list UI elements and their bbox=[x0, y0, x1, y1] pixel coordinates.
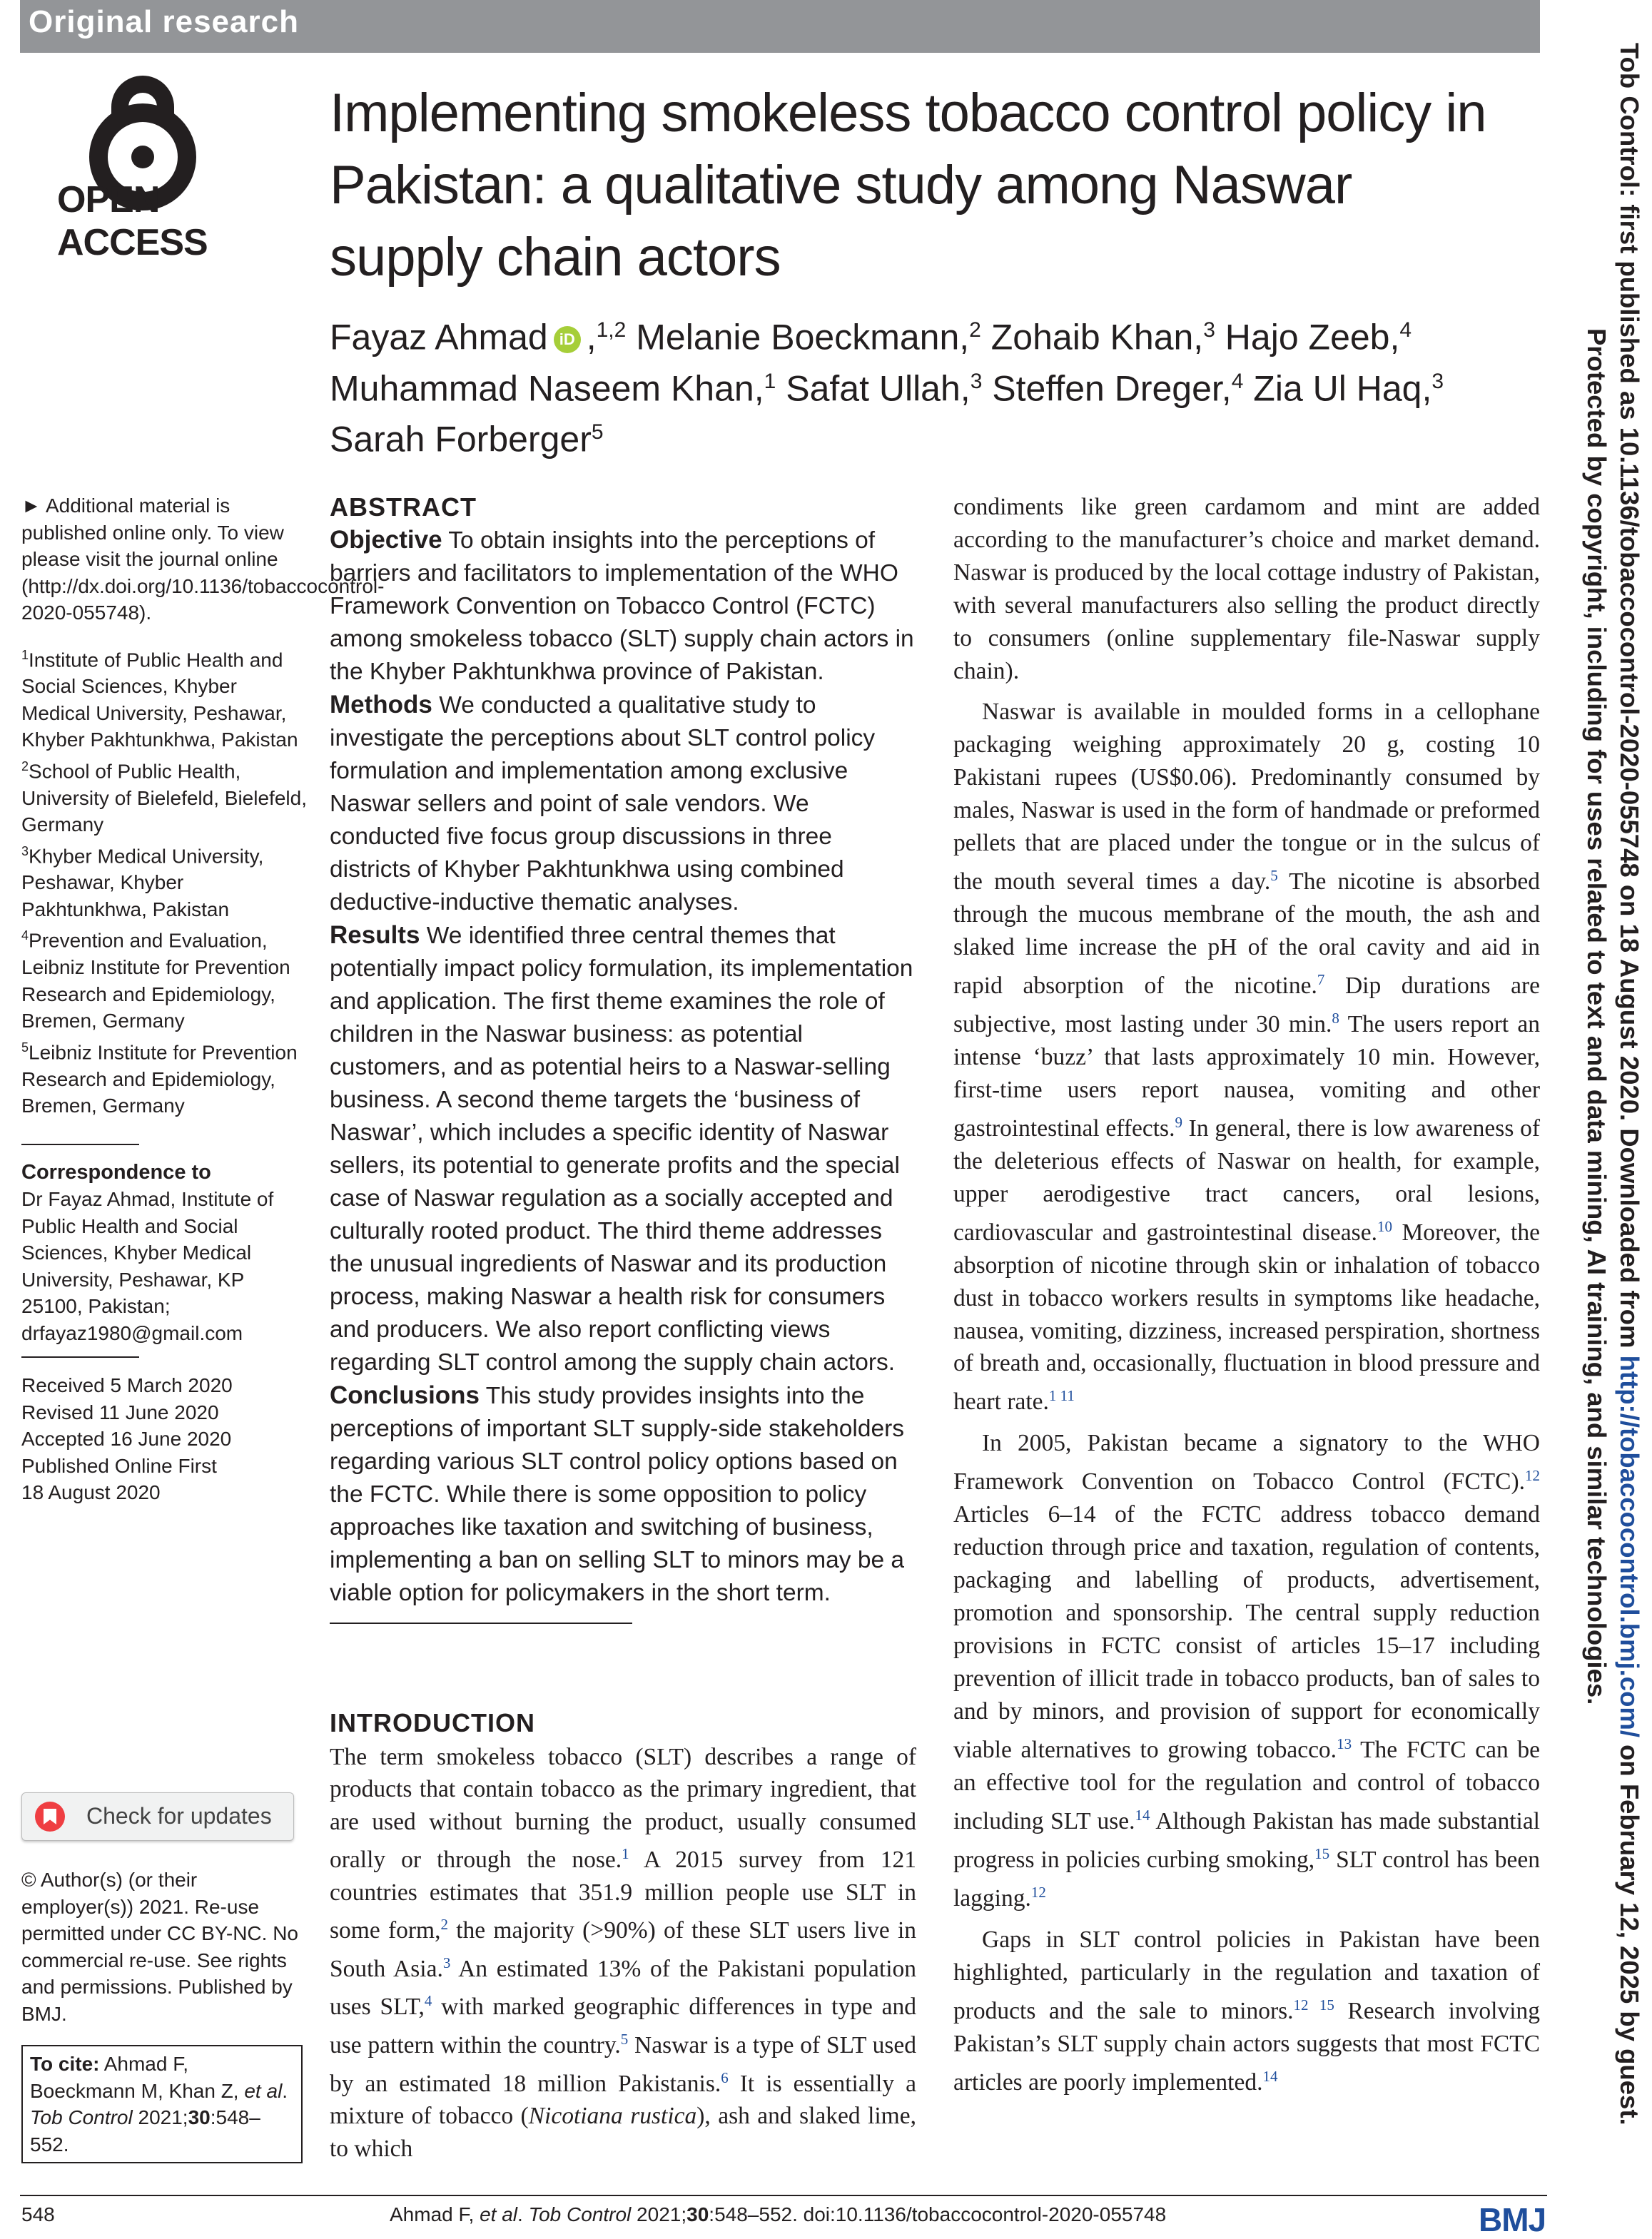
author-name: Steffen Dreger, bbox=[992, 368, 1232, 409]
affiliation: $^3$Khyber Medical University, Peshawar, Khyber Pakhtunkhwa, Pakistan bbox=[21, 843, 264, 920]
reference-link[interactable]: 1 bbox=[622, 1845, 629, 1862]
author-affil: 1 bbox=[764, 369, 776, 393]
author-affil: 4 bbox=[1231, 369, 1244, 393]
download-notice-line2: Protected by copyright, including for uses related to text and data mining, AI training, and similar technologies. bbox=[1582, 328, 1611, 1705]
abstract-objective: Objective To obtain insights into the perceptions of barriers and facilitators to implementation of the WHO Framework Convention on Tobacco Control (FCTC) among smokeless tobacco (SLT) supply chain actors in the Khyber Pakhtunkhwa province of Pakistan. bbox=[330, 526, 914, 685]
reference-link[interactable]: 8 bbox=[1332, 1009, 1339, 1027]
body-paragraph: condiments like green cardamom and mint are added according to the manufacturer’s choice and market demand. Naswar is produced by the local cottage industry of Pakistan, with several manufacturers also selling the product directly to consumers (online supplementary file-Naswar supply chain). bbox=[953, 494, 1540, 684]
revised-date: Revised 11 June 2020 bbox=[21, 1401, 219, 1423]
reference-link[interactable]: 12 15 bbox=[1293, 1996, 1334, 2014]
reference-link[interactable]: 12 bbox=[1525, 1467, 1540, 1485]
cite-label: To cite: bbox=[30, 2053, 100, 2075]
bookmark-icon bbox=[35, 1802, 65, 1832]
author-list: Fayaz Ahmad iD ,$^{1,2}$ Melanie Boeckmann,$^2$ Zohaib Khan,$^3$ Hajo Zeeb,$^4$ Muhammad Naseem Khan,$^1$ Safat Ullah,$^3$ Steffen Dreger,$^4$ Zia Ul Haq,$^3$ Sarah Forberger$^5$ bbox=[330, 317, 1444, 460]
reference-link[interactable]: 12 bbox=[1030, 1883, 1046, 1901]
author-affil: 4 bbox=[1399, 318, 1412, 342]
affiliation: $^5$Leibniz Institute for Prevention Research and Epidemiology, Bremen, Germany bbox=[21, 1040, 298, 1117]
footer-divider bbox=[20, 2195, 1547, 2196]
affiliation: $^1$Institute of Public Health and Social Sciences, Khyber Medical University, Peshawar, Khyber Pakhtunkhwa, Pakistan bbox=[21, 647, 298, 751]
author-affil: 3 bbox=[1203, 318, 1215, 342]
body-paragraph: Gaps in SLT control policies in Pakistan have been highlighted, particularly in the regulation and taxation of products and the sale to minors.$^{12 15}$ Research involving Pakistan’s SLT supply chain actors suggests that most FCTC articles are poorly implemented.$^{14}$ bbox=[953, 1926, 1540, 2096]
check-for-updates-label: Check for updates bbox=[86, 1803, 272, 1829]
abstract bbox=[330, 491, 915, 1610]
abstract-divider bbox=[330, 1623, 632, 1624]
reference-link[interactable]: 1 11 bbox=[1048, 1387, 1075, 1405]
author-name: Zohaib Khan, bbox=[990, 317, 1204, 357]
reference-link[interactable]: 7 bbox=[1317, 970, 1325, 988]
check-for-updates-button[interactable] bbox=[21, 1792, 294, 1841]
footer-citation: Ahmad F, et al. Tob Control 2021;30:548–552. doi:10.1136/tobaccocontrol-2020-055748 bbox=[390, 2203, 1167, 2225]
reference-link[interactable]: 10 bbox=[1377, 1217, 1392, 1235]
author-name: Muhammad Naseem Khan, bbox=[330, 368, 764, 409]
reference-link[interactable]: 13 bbox=[1337, 1735, 1352, 1752]
author-name: Safat Ullah, bbox=[786, 368, 971, 409]
abstract-conclusions: Conclusions This study provides insights into the perceptions of important SLT supply-side stakeholders regarding various SLT control policy options based on the FCTC. While there is some opposition to policy approaches like taxation and switching of business, implementing a ban on selling SLT to minors may be a viable option for policymakers in the short term. bbox=[330, 1381, 905, 1606]
reference-link[interactable]: 3 bbox=[442, 1954, 451, 1971]
author-affil: 2 bbox=[969, 318, 981, 342]
reference-link[interactable]: 14 bbox=[1262, 2067, 1278, 2085]
body-paragraph: In 2005, Pakistan became a signatory to the WHO Framework Convention on Tobacco Control (FCTC).$^{12}$ Articles 6–14 of the FCTC address tobacco demand reduction through price and taxation, regulation of contents, packaging and labelling of products, advertisement, promotion and sponsorship. The central supply reduction provisions in FCTC consist of articles 15–17 including prevention of illicit trade in tobacco products, ban of sales to and by minors, and provision of support for economically viable alternatives to growing tobacco.$^{13}$ The FCTC can be an effective tool for the regulation and control of tobacco including SLT use.$^{14}$ Although Pakistan has made substantial progress in policies curbing smoking,$^{15}$ SLT control has been lagging.$^{12}$ bbox=[953, 1430, 1540, 1911]
section-label-bar bbox=[20, 0, 1540, 53]
author-name: Zia Ul Haq, bbox=[1253, 368, 1432, 409]
reference-link[interactable]: 15 bbox=[1314, 1844, 1330, 1862]
received-date: Received 5 March 2020 bbox=[21, 1374, 233, 1397]
introduction-heading: INTRODUCTION bbox=[330, 1708, 535, 1737]
citation-box: To cite: Ahmad F, Boeckmann M, Khan Z, et al. Tob Control 2021;30:548–552. bbox=[21, 2045, 303, 2163]
published-date: 18 August 2020 bbox=[21, 1481, 161, 1504]
reference-link[interactable]: 5 bbox=[1270, 866, 1278, 884]
additional-material-note[interactable]: ► Additional material is published online only. To view please visit the journal online (http://dx.doi.org/10.1136/tobaccocontrol-2020-055748). bbox=[21, 494, 385, 624]
affiliation: $^2$School of Public Health, University of Bielefeld, Bielefeld, Germany bbox=[21, 758, 307, 836]
open-access-label: OPEN ACCESS bbox=[57, 179, 208, 263]
sidebar bbox=[21, 492, 385, 1506]
bmj-logo: BMJ bbox=[1479, 2201, 1546, 2238]
author-name: Hajo Zeeb, bbox=[1225, 317, 1400, 357]
author-affil: 1,2 bbox=[596, 318, 627, 342]
download-notice-line1: Tob Control: first published as 10.1136/tobaccocontrol-2020-055748 on 18 August 2020. Downloaded from http://tobaccocontrol.bmj.com/ on February 12, 2025 by guest. bbox=[1615, 43, 1644, 2126]
author-name: Sarah Forberger bbox=[330, 419, 592, 460]
author-affil: 3 bbox=[1431, 369, 1444, 393]
orcid-icon[interactable]: iD bbox=[554, 326, 581, 353]
right-column bbox=[953, 491, 1540, 2099]
section-label: Original research bbox=[29, 4, 299, 39]
divider bbox=[21, 1144, 139, 1145]
reference-link[interactable]: 2 bbox=[440, 1916, 448, 1934]
author-affil: 3 bbox=[970, 369, 983, 393]
introduction-paragraph: The term smokeless tobacco (SLT) describes a range of products that contain tobacco as the primary ingredient, that are used without burning the product, usually consumed orally or through the nose.$^1$ A 2015 survey from 121 countries estimates that 351.9 million people use SLT in some form,$^2$ the majority (>90%) of these SLT users live in South Asia.$^3$ An estimated 13% of the Pakistani population uses SLT,$^4$ with marked geographic differences in type and use pattern within the country.$^5$ Naswar is a type of SLT used by an estimated 18 million Pakistanis.$^6$ It is essentially a mixture of tobacco (Nicotiana rustica), ash and slaked lime, to which bbox=[330, 1743, 917, 2162]
copyright-notice: © Author(s) (or their employer(s)) 2021. Re-use permitted under CC BY-NC. No commercial re-use. See rights and permissions. Published by BMJ. bbox=[21, 1869, 299, 2025]
correspondence-heading: Correspondence to bbox=[21, 1160, 211, 1184]
abstract-heading: ABSTRACT bbox=[330, 492, 477, 522]
accepted-date: Accepted 16 June 2020 bbox=[21, 1428, 232, 1451]
reference-link[interactable]: 14 bbox=[1135, 1806, 1150, 1824]
reference-link[interactable]: 9 bbox=[1175, 1113, 1182, 1131]
affiliation: $^4$Prevention and Evaluation, Leibniz Institute for Prevention Research and Epidemiology, Bremen, Germany bbox=[21, 928, 290, 1032]
journal-link[interactable]: http://tobaccocontrol.bmj.com/ bbox=[1615, 1355, 1644, 1737]
reference-link[interactable]: 4 bbox=[424, 1992, 432, 2010]
body-paragraph: Naswar is available in moulded forms in a cellophane packaging weighing approximately 20 g, costing 10 Pakistani rupees (US$0.06). Predominantly consumed by males, Naswar is used in the form of handmade or preformed pellets that are placed under the tongue or in the sulcus of the mouth several times a day.$^5$ The nicotine is absorbed through the mucous membrane of the mouth, the ash and slaked lime increase the pH of the oral cavity and aid in rapid absorption of the nicotine.$^7$ Dip durations are subjective, most lasting under 30 min.$^8$ The users report an intense ‘buzz’ that lasts approximately 10 min. However, first-time users report nausea, vomiting and other gastrointestinal effects.$^9$ In general, there is low awareness of the deleterious effects of Naswar on health, for example, upper aerodigestive tract cancers, oral lesions, cardiovascular and gastrointestinal disease.$^{10}$ Moreover, the absorption of nicotine through skin or inhalation of tobacco dust in tobacco workers results in symptoms like headache, nausea, vomiting, dizziness, increased perspiration, shortness of breath and, occasionally, fluctuation in blood pressure and heart rate.$^{1 11}$ bbox=[953, 699, 1541, 1416]
abstract-methods: Methods We conducted a qualitative study to investigate the perceptions about SLT control policy formulation and implementation among exclusive Naswar sellers and point of sale vendors. We conducted five focus group discussions in three districts of Khyber Pakhtunkhwa using combined deductive-inductive thematic analyses. bbox=[330, 691, 876, 915]
divider bbox=[21, 1356, 139, 1358]
article-title: Implementing smokeless tobacco control policy in Pakistan: a qualitative study among Naswar supply chain actors bbox=[330, 83, 1486, 288]
reference-link[interactable]: 5 bbox=[620, 2031, 629, 2048]
page-number: 548 bbox=[21, 2203, 55, 2225]
introduction-section bbox=[330, 1707, 916, 2165]
author-name: Fayaz Ahmad bbox=[330, 317, 548, 357]
reference-link[interactable]: 6 bbox=[721, 2068, 729, 2086]
published-label: Published Online First bbox=[21, 1454, 217, 1477]
author-affil: 5 bbox=[591, 420, 604, 445]
correspondence-text: Dr Fayaz Ahmad, Institute of Public Health and Social Sciences, Khyber Medical University, Peshawar, KP 25100, Pakistan; drfayaz1980@gmail.com bbox=[21, 1188, 274, 1344]
abstract-results: Results We identified three central themes that potentially impact policy formulation, its implementation and application. The first theme examines the role of children in the Naswar business: as potential customers, and as potential heirs to a Naswar-selling business. A second theme targets the ‘business of Naswar’, which includes a specific identity of Naswar sellers, its potential to generate profits and the special case of Naswar regulation as a socially accepted and culturally rooted product. The third theme addresses the unusual ingredients of Naswar and its production process, making Naswar a health risk for consumers and producers. We also report conflicting views regarding SLT control among the supply chain actors. bbox=[330, 921, 913, 1376]
author-name: Melanie Boeckmann, bbox=[636, 317, 970, 357]
download-notice-vertical bbox=[1580, 43, 1646, 2141]
